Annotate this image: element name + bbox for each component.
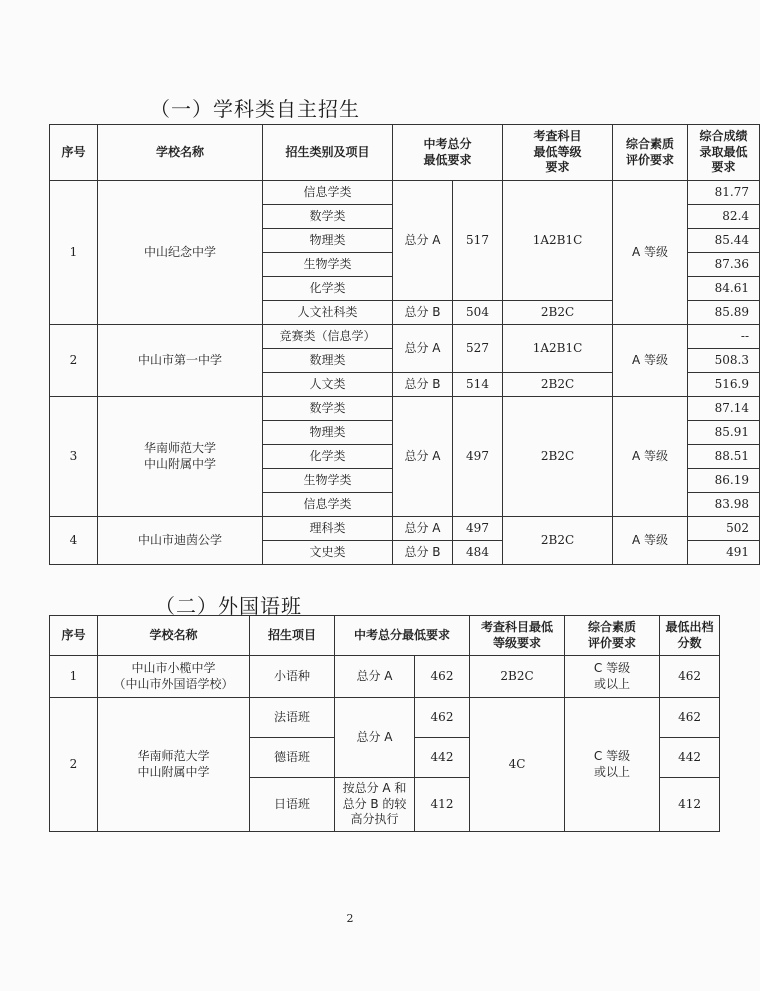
table-row (50, 517, 760, 541)
admission-score: 83.98 (688, 493, 760, 517)
item-cell: 法语班 (250, 698, 335, 738)
admission-score: 516.9 (688, 373, 760, 397)
header-cell: 序号 (50, 616, 98, 656)
school-name: 中山市小榄中学 （中山市外国语学校） (98, 656, 250, 698)
quality-requirement: A 等级 (613, 517, 688, 565)
subject-level: 2B2C (503, 517, 613, 565)
score-type: 总分 A (393, 181, 453, 301)
table-header-row (50, 125, 760, 181)
row-number: 3 (50, 397, 98, 517)
min-score: 517 (453, 181, 503, 301)
score-type: 总分 A (335, 698, 415, 778)
quality-requirement: C 等级 或以上 (565, 656, 660, 698)
score-type: 总分 A (393, 397, 453, 517)
admission-score: 412 (660, 778, 720, 832)
header-cell: 学校名称 (98, 616, 250, 656)
score-type: 总分 A (393, 325, 453, 373)
quality-requirement: A 等级 (613, 181, 688, 325)
header-cell: 招生项目 (250, 616, 335, 656)
row-number: 1 (50, 181, 98, 325)
subject-level: 1A2B1C (503, 325, 613, 373)
table-row (50, 656, 720, 698)
score-type: 按总分 A 和 总分 B 的较 高分执行 (335, 778, 415, 832)
page-number: 2 (346, 912, 354, 925)
admission-score: -- (688, 325, 760, 349)
category-cell: 人文社科类 (263, 301, 393, 325)
category-cell: 数学类 (263, 397, 393, 421)
subject-level: 2B2C (470, 656, 565, 698)
min-score: 462 (415, 656, 470, 698)
quality-requirement: C 等级 或以上 (565, 698, 660, 832)
table-row (50, 698, 720, 738)
row-number: 2 (50, 698, 98, 832)
header-cell: 考查科目最低 等级要求 (470, 616, 565, 656)
school-name: 华南师范大学 中山附属中学 (98, 397, 263, 517)
header-cell: 考查科目 最低等级 要求 (503, 125, 613, 181)
section1-title: （一）学科类自主招生 (150, 97, 360, 121)
table-row (50, 325, 760, 349)
admission-score: 85.44 (688, 229, 760, 253)
header-cell: 招生类别及项目 (263, 125, 393, 181)
subject-level: 1A2B1C (503, 181, 613, 301)
admission-score: 462 (660, 656, 720, 698)
item-cell: 小语种 (250, 656, 335, 698)
category-cell: 化学类 (263, 277, 393, 301)
admission-score: 508.3 (688, 349, 760, 373)
section2-title: （二）外国语班 (155, 594, 302, 618)
header-cell: 综合素质 评价要求 (565, 616, 660, 656)
score-type: 总分 B (393, 301, 453, 325)
school-name: 中山纪念中学 (98, 181, 263, 325)
score-type: 总分 A (335, 656, 415, 698)
category-cell: 数理类 (263, 349, 393, 373)
table-row (50, 181, 760, 205)
category-cell: 化学类 (263, 445, 393, 469)
category-cell: 文史类 (263, 541, 393, 565)
row-number: 4 (50, 517, 98, 565)
category-cell: 信息学类 (263, 181, 393, 205)
min-score: 514 (453, 373, 503, 397)
admission-score: 85.91 (688, 421, 760, 445)
category-cell: 理科类 (263, 517, 393, 541)
subject-level: 2B2C (503, 301, 613, 325)
min-score: 484 (453, 541, 503, 565)
admission-score: 87.14 (688, 397, 760, 421)
admission-score: 84.61 (688, 277, 760, 301)
quality-requirement: A 等级 (613, 397, 688, 517)
category-cell: 生物学类 (263, 253, 393, 277)
header-cell: 综合素质 评价要求 (613, 125, 688, 181)
category-cell: 信息学类 (263, 493, 393, 517)
header-cell: 中考总分最低要求 (335, 616, 470, 656)
subject-level: 4C (470, 698, 565, 832)
header-cell: 综合成绩 录取最低 要求 (688, 125, 760, 181)
category-cell: 物理类 (263, 229, 393, 253)
category-cell: 生物学类 (263, 469, 393, 493)
min-score: 504 (453, 301, 503, 325)
score-type: 总分 A (393, 517, 453, 541)
admission-score: 462 (660, 698, 720, 738)
header-cell: 中考总分 最低要求 (393, 125, 503, 181)
admission-score: 442 (660, 738, 720, 778)
admission-score: 81.77 (688, 181, 760, 205)
min-score: 462 (415, 698, 470, 738)
admission-score: 502 (688, 517, 760, 541)
category-cell: 竞赛类（信息学） (263, 325, 393, 349)
admission-score: 85.89 (688, 301, 760, 325)
category-cell: 物理类 (263, 421, 393, 445)
score-type: 总分 B (393, 373, 453, 397)
subject-level: 2B2C (503, 397, 613, 517)
min-score: 497 (453, 517, 503, 541)
school-name: 华南师范大学 中山附属中学 (98, 698, 250, 832)
min-score: 442 (415, 738, 470, 778)
admission-score: 88.51 (688, 445, 760, 469)
category-cell: 人文类 (263, 373, 393, 397)
table-row (50, 397, 760, 421)
header-cell: 最低出档 分数 (660, 616, 720, 656)
header-cell: 学校名称 (98, 125, 263, 181)
min-score: 412 (415, 778, 470, 832)
score-type: 总分 B (393, 541, 453, 565)
header-cell: 序号 (50, 125, 98, 181)
admission-score: 87.36 (688, 253, 760, 277)
school-name: 中山市迪茵公学 (98, 517, 263, 565)
admission-score: 491 (688, 541, 760, 565)
admission-score: 86.19 (688, 469, 760, 493)
school-name: 中山市第一中学 (98, 325, 263, 397)
table-header-row (50, 616, 720, 656)
foreign-language-table (49, 615, 720, 832)
min-score: 497 (453, 397, 503, 517)
row-number: 2 (50, 325, 98, 397)
item-cell: 日语班 (250, 778, 335, 832)
admission-score: 82.4 (688, 205, 760, 229)
min-score: 527 (453, 325, 503, 373)
item-cell: 德语班 (250, 738, 335, 778)
row-number: 1 (50, 656, 98, 698)
academic-admission-table (49, 124, 760, 565)
quality-requirement: A 等级 (613, 325, 688, 397)
subject-level: 2B2C (503, 373, 613, 397)
category-cell: 数学类 (263, 205, 393, 229)
